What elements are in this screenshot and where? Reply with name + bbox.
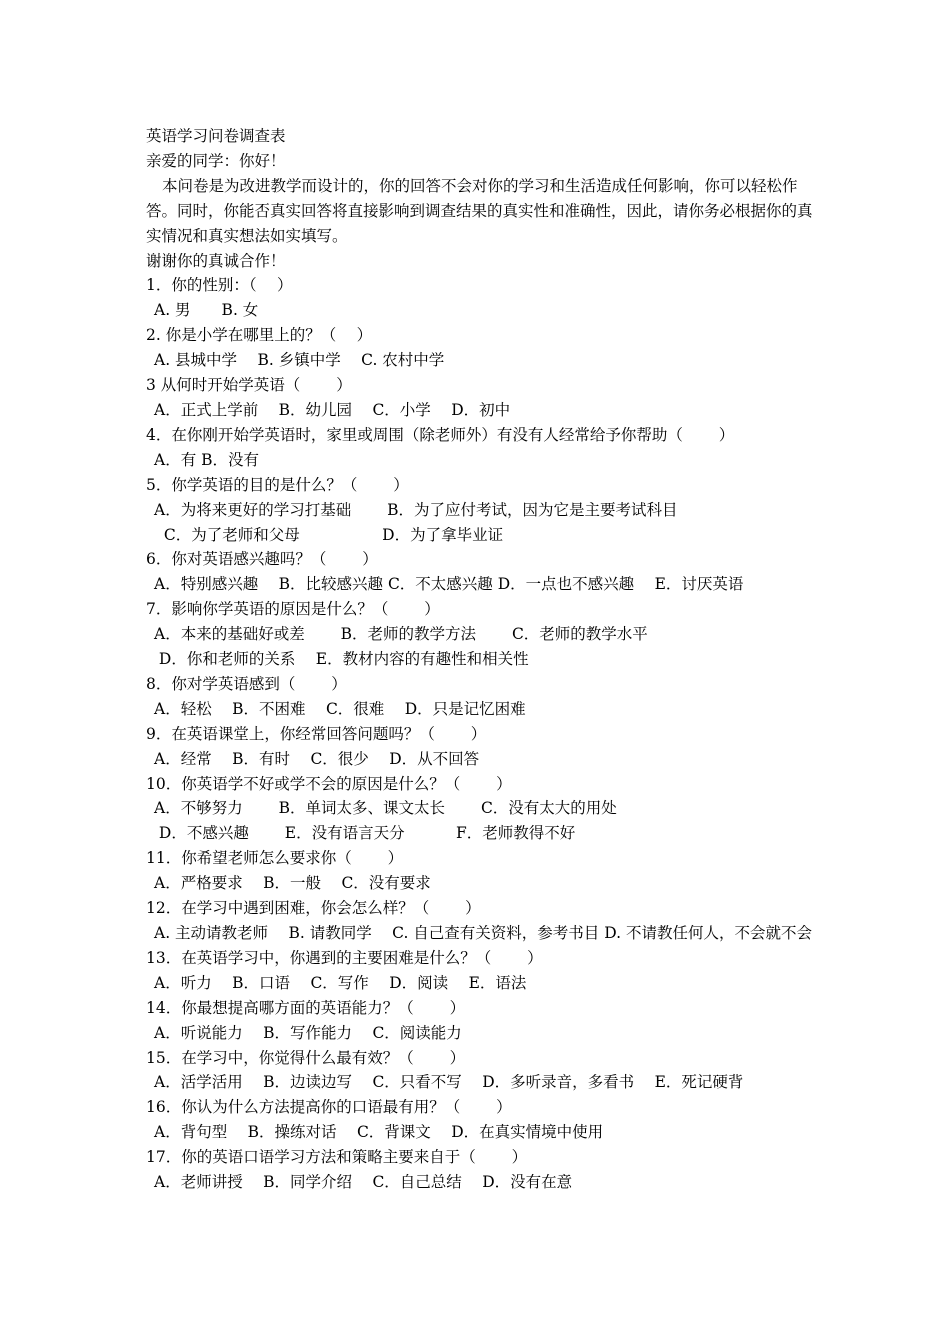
question-text: 15．在学习中，你觉得什么最有效？（ ） (146, 1048, 466, 1067)
question-options: A．有 B．没有 (154, 450, 260, 469)
intro-paragraph: 本问卷是为改进教学而设计的，你的回答不会对你的学习和生活造成任何影响，你可以轻松作答。同时，你能否真实回答将直接影响到调查结果的真实性和准确性，因此，请你务必根据你的真实情况和真实想法如实填写。 (146, 176, 813, 245)
question-text: 14．你最想提高哪方面的英语能力？（ ） (146, 998, 466, 1017)
question-options: C．为了老师和父母 D．为了拿毕业证 (154, 525, 504, 544)
question-text: 17．你的英语口语学习方法和策略主要来自于（ ） (146, 1148, 528, 1167)
question-options: A．听说能力 B．写作能力 C．阅读能力 (154, 1023, 462, 1042)
document-page (146, 124, 826, 1195)
question-text: 6．你对英语感兴趣吗？（ ） (146, 550, 378, 569)
question-text: 13．在英语学习中，你遇到的主要困难是什么？（ ） (146, 948, 543, 967)
question-text: 7．影响你学英语的原因是什么？（ ） (146, 600, 440, 619)
greeting: 亲爱的同学：你好！ (146, 151, 286, 170)
question-options: A. 县城中学 B. 乡镇中学 C. 农村中学 (154, 351, 445, 370)
document-title: 英语学习问卷调查表 (146, 127, 286, 145)
question-list (146, 273, 826, 1195)
question-text: 8．你对学英语感到（ ） (146, 674, 347, 693)
question-text: 2. 你是小学在哪里上的？（ ） (146, 326, 373, 345)
question-options: A．正式上学前 B．幼儿园 C．小学 D．初中 (154, 400, 511, 419)
question-options: A. 男 B. 女 (154, 301, 259, 320)
question-options: A．活学活用 B．边读边写 C．只看不写 D．多听录音，多看书 E．死记硬背 (154, 1073, 744, 1092)
question-options: A．特别感兴趣 B．比较感兴趣 C．不太感兴趣 D．一点也不感兴趣 E．讨厌英语 (154, 575, 744, 594)
question-text: 5．你学英语的目的是什么？（ ） (146, 475, 409, 494)
question-text: 16．你认为什么方法提高你的口语最有用？（ ） (146, 1098, 512, 1117)
question-options: D．你和老师的关系 E．教材内容的有趣性和相关性 (154, 650, 529, 669)
thanks-line: 谢谢你的真诚合作！ (146, 251, 286, 270)
question-options: A．不够努力 B．单词太多、课文太长 C．没有太大的用处 (154, 799, 617, 818)
question-options: D．不感兴趣 E．没有语言天分 F．老师教得不好 (154, 824, 576, 843)
question-text: 11．你希望老师怎么要求你（ ） (146, 849, 404, 868)
question-text: 9．在英语课堂上，你经常回答问题吗？（ ） (146, 724, 487, 743)
question-options: A．老师讲授 B．同学介绍 C．自己总结 D．没有在意 (154, 1173, 573, 1192)
question-options: A．背句型 B．操练对话 C．背课文 D．在真实情境中使用 (154, 1123, 604, 1142)
question-options: A. 主动请教老师 B. 请教同学 C. 自己查有关资料，参考书目 D. 不请教任何人，不会就不会 (154, 924, 812, 942)
question-options: A．听力 B．口语 C．写作 D．阅读 E．语法 (154, 973, 527, 992)
question-text: 1．你的性别：（ ） (146, 276, 293, 295)
question-text: 10．你英语学不好或学不会的原因是什么？（ ） (146, 774, 512, 793)
question-text: 4．在你刚开始学英语时，家里或周围（除老师外）有没有人经常给予你帮助（ ） (146, 425, 735, 444)
question-text: 3 从何时开始学英语（ ） (146, 376, 352, 395)
question-options: A．本来的基础好或差 B．老师的教学方法 C．老师的教学水平 (154, 625, 648, 644)
question-options: A．轻松 B．不困难 C．很难 D．只是记忆困难 (154, 699, 526, 718)
question-options: A．经常 B．有时 C．很少 D．从不回答 (154, 749, 480, 768)
question-text: 12．在学习中遇到困难，你会怎么样？（ ） (146, 899, 481, 918)
question-options: A．严格要求 B．一般 C．没有要求 (154, 874, 431, 893)
question-options: A．为将来更好的学习打基础 B．为了应付考试，因为它是主要考试科目 (154, 500, 678, 519)
